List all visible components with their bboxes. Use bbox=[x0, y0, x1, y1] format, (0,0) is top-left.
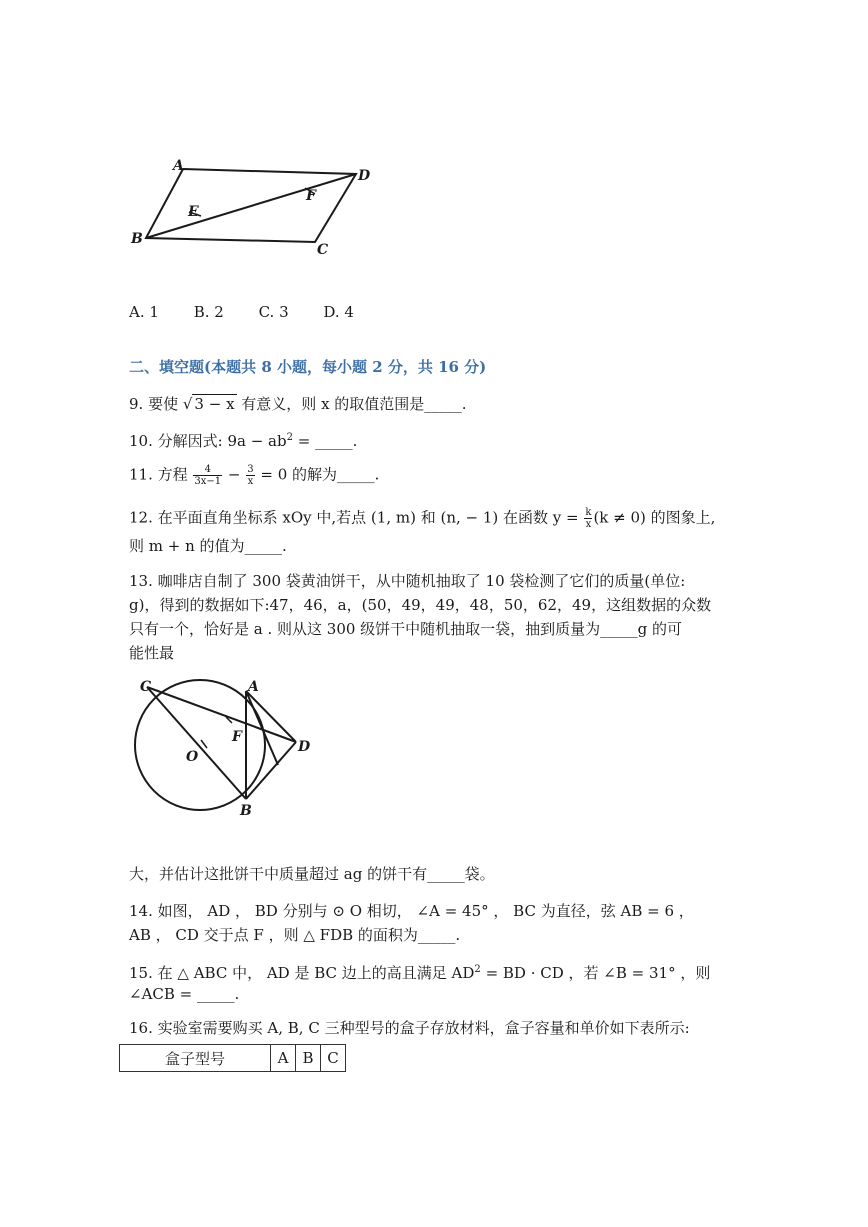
label-C: C bbox=[317, 242, 329, 258]
table-row bbox=[120, 1045, 346, 1072]
label-B: B bbox=[131, 231, 143, 247]
question-14-line-2: AB ， CD 交于点 F ，则 △ FDB 的面积为_____. bbox=[129, 926, 461, 944]
q11-fraction-1: $\frac{4}{3x-1}$ bbox=[194, 464, 222, 487]
q9-radicand: 3 − x bbox=[194, 395, 235, 413]
choice-c: C. 3 bbox=[258, 303, 289, 321]
question-13-line-3: 只有一个，恰好是 a . 则从这 300 级饼干中随机抽取一袋，抽到质量为_____g 的可 bbox=[129, 620, 683, 638]
question-13-line-1: 13. 咖啡店自制了 300 袋黄油饼干，从中随机抽取了 10 袋检测了它们的质量(单位: bbox=[129, 572, 686, 590]
question-13-line-2: g)，得到的数据如下:47，46，a，(50，49，49，48，50，62，49，这组数据的众数 bbox=[129, 596, 712, 614]
q12-fraction: $\frac{k}{x}$ bbox=[585, 507, 592, 530]
table-cell-c: C bbox=[321, 1045, 346, 1072]
choice-b: B. 2 bbox=[193, 303, 224, 321]
label-C: C bbox=[140, 679, 152, 695]
question-9: 9. 要使 √ 3 − x 有意义，则 x 的取值范围是_____. bbox=[129, 395, 467, 413]
label-O: O bbox=[186, 749, 199, 765]
parallelogram-figure bbox=[125, 150, 385, 260]
label-B: B bbox=[240, 803, 252, 819]
label-F: F bbox=[306, 188, 316, 204]
box-type-table bbox=[119, 1044, 346, 1072]
label-D: D bbox=[298, 739, 311, 755]
table-cell-a: A bbox=[271, 1045, 296, 1072]
table-cell-b: B bbox=[296, 1045, 321, 1072]
q8-choices bbox=[129, 302, 384, 322]
section-title: 二、填空题(本题共 8 小题，每小题 2 分，共 16 分) bbox=[129, 358, 487, 376]
label-F: F bbox=[232, 729, 242, 745]
question-15-line-1: 15. 在 △ ABC 中， AD 是 BC 边上的高且满足 $AD^2$ = BD · CD ，若 ∠B = 31° ，则 bbox=[129, 964, 711, 982]
label-A: A bbox=[248, 679, 259, 695]
question-12-line-2: 则 m + n 的值为_____. bbox=[129, 537, 287, 555]
choice-a: A. 1 bbox=[129, 303, 159, 321]
question-15-line-2: ∠ACB = _____. bbox=[129, 985, 240, 1003]
q11-fraction-2: $\frac{3}{x}$ bbox=[247, 464, 254, 487]
circle-tangent-figure bbox=[128, 675, 318, 820]
question-14-line-1: 14. 如图， AD ， BD 分别与 ⊙ O 相切， ∠A = 45° ， BC 为直径，弦 AB = 6 ， bbox=[129, 902, 694, 920]
question-10: 10. 分解因式: $9a - ab^2$ = _____. bbox=[129, 432, 358, 450]
question-11: 11. 方程 $\frac{4}{3x-1}$ − $\frac{3}{x}$ = 0 的解为_____. bbox=[129, 464, 380, 487]
question-13-line-5: 大，并估计这批饼干中质量超过 ag 的饼干有_____袋。 bbox=[129, 865, 495, 883]
question-12-line-1: 12. 在平面直角坐标系 xOy 中,若点 (1, m) 和 (n, − 1) 在函数 y = $\frac{k}{x}$ (k ≠ 0) 的图象上, bbox=[129, 507, 716, 530]
question-13-line-4: 能性最 bbox=[129, 644, 175, 662]
label-A: A bbox=[173, 158, 184, 174]
label-D: D bbox=[358, 168, 371, 184]
choice-d: D. 4 bbox=[323, 303, 354, 321]
table-header-cell: 盒子型号 bbox=[120, 1045, 271, 1072]
question-16-line-1: 16. 实验室需要购买 A, B, C 三种型号的盒子存放材料，盒子容量和单价如下表所示: bbox=[129, 1019, 690, 1037]
label-E: E bbox=[188, 204, 199, 220]
